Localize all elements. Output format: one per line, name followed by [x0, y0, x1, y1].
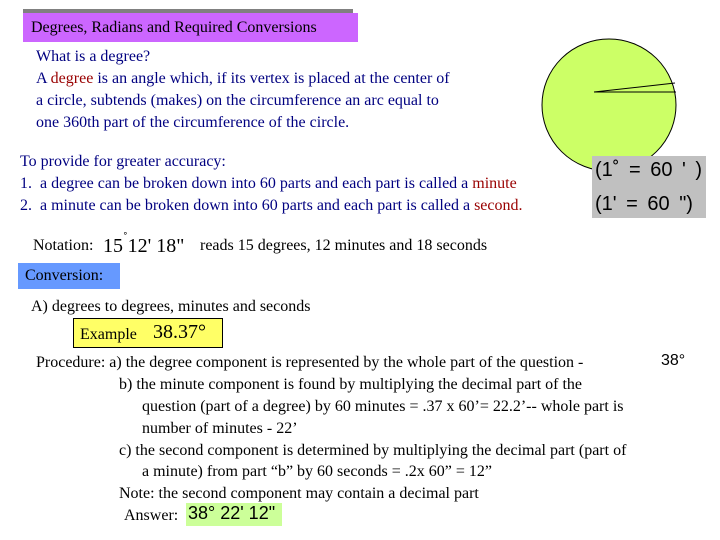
procedure-c-line-2: a minute) from part “b” by 60 seconds = .2x 60” = 12” — [142, 463, 492, 480]
definition-question: What is a degree? — [36, 48, 151, 65]
page-title: Degrees, Radians and Required Conversions — [23, 13, 358, 42]
formula-degree-minute: (1˚ = 60 ' ) — [595, 159, 703, 181]
minute-term: minute — [472, 175, 517, 192]
definition-line-3: one 360th part of the circumference of the circle. — [36, 114, 350, 131]
degree-term: degree — [50, 70, 94, 87]
accuracy-item-2: 2. a minute can be broken down into 60 parts and each part is called a second. — [20, 197, 523, 214]
answer-value: 38° 22' 12" — [188, 503, 276, 523]
conversion-a-title: A) degrees to degrees, minutes and seconds — [31, 298, 311, 315]
procedure-a-value: 38° — [661, 352, 686, 369]
procedure-c-line-1: c) the second component is determined by multiplying the decimal part (part of — [119, 442, 627, 459]
procedure-note: Note: the second component may contain a decimal part — [119, 485, 479, 502]
conversion-heading: Conversion: — [18, 263, 120, 289]
example-value: 38.37° — [153, 321, 206, 343]
example-label: Example — [80, 326, 137, 343]
circle — [542, 39, 676, 171]
notation-label: Notation: — [33, 237, 94, 254]
procedure-b-line-1: b) the minute component is found by multiplying the decimal part of the — [119, 376, 583, 393]
answer-label: Answer: — [124, 507, 179, 524]
second-term: second. — [474, 197, 523, 214]
procedure-a: Procedure: a) the degree component is represented by the whole part of the question - — [36, 354, 584, 371]
procedure-b-line-2: question (part of a degree) by 60 minutes = .37 x 60’= 22.2’-- whole part is — [142, 398, 624, 415]
notation-reads: reads 15 degrees, 12 minutes and 18 seconds — [200, 237, 488, 254]
definition-line-1: A degree is an angle which, if its vertex is placed at the center of — [36, 70, 450, 87]
accuracy-intro: To provide for greater accuracy: — [20, 153, 226, 170]
definition-line-2: a circle, subtends (makes) on the circumference an arc equal to — [36, 92, 439, 109]
procedure-b-line-3: number of minutes - 22’ — [142, 420, 298, 437]
notation-example: 15˚12' 18" — [103, 231, 185, 257]
accuracy-item-1: 1. a degree can be broken down into 60 parts and each part is called a minute — [20, 175, 517, 192]
formula-minute-second: (1' = 60 ") — [595, 193, 693, 215]
